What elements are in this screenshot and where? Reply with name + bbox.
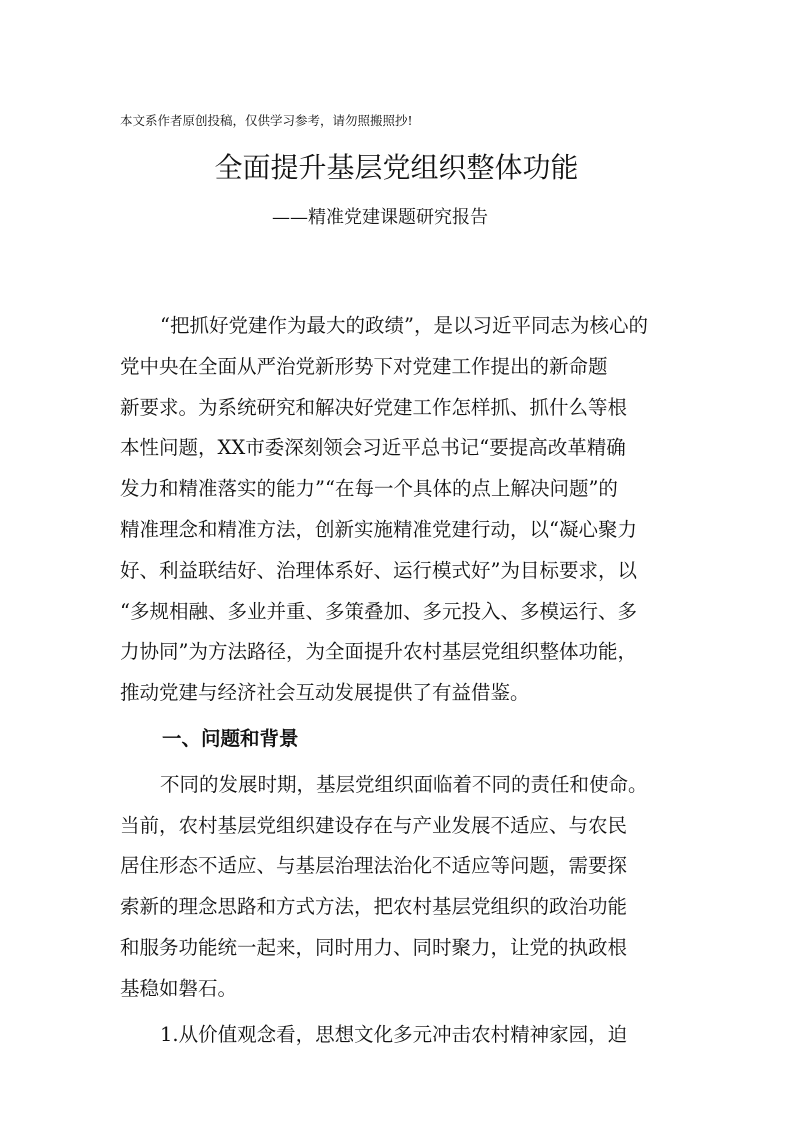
paragraph-intro: [120, 306, 680, 714]
paragraph-line: 居住形态不适应、与基层治理法治化不适应等问题，需要探: [120, 854, 628, 878]
section-heading: 一、问题和背景: [162, 726, 299, 750]
paragraph-line: 好、利益联结好、治理体系好、运行模式好”为目标要求，以: [120, 558, 637, 582]
document-body: [120, 306, 680, 1055]
paragraph-line: 推动党建与经济社会互动发展提供了有益借鉴。: [120, 681, 530, 705]
paragraph-line: 新要求。为系统研究和解决好党建工作怎样抓、抓什么等根: [120, 395, 628, 419]
paragraph-line: 索新的理念思路和方式方法，把农村基层党组织的政治功能: [120, 895, 628, 919]
paragraph-line: 党中央在全面从严治党新形势下对党建工作提出的新命题: [120, 354, 608, 378]
paragraph-line: 不同的发展时期，基层党组织面临着不同的责任和使命。: [160, 772, 648, 796]
paragraph-line: 和服务功能统一起来，同时用力、同时聚力，让党的执政根: [120, 935, 628, 959]
paragraph-line: “多规相融、多业并重、多策叠加、多元投入、多模运行、多: [120, 599, 637, 623]
paragraph-line: 当前，农村基层党组织建设存在与产业发展不适应、与农民: [120, 813, 628, 837]
paragraph-line: 1.从价值观念看，思想文化多元冲击农村精神家园，迫: [160, 1022, 628, 1046]
paragraph-background: [120, 765, 680, 1010]
paragraph-line: 力协同”为方法路径，为全面提升农村基层党组织整体功能，: [120, 640, 637, 664]
paragraph-line: 基稳如磐石。: [120, 976, 238, 1000]
paragraph-line: “把抓好党建作为最大的政绩”，是以习近平同志为核心的: [160, 314, 648, 337]
document-title: 全面提升基层党组织整体功能: [214, 151, 579, 184]
document-subtitle: ——精准党建课题研究报告: [272, 207, 488, 228]
copyright-notice: 本文系作者原创投稿，仅供学习参考，请勿照搬照抄!: [120, 113, 413, 128]
paragraph-line: 精准理念和精准方法，创新实施精准党建行动，以“凝心聚力: [120, 517, 637, 541]
paragraph-line: 发力和精准落实的能力”“在每一个具体的点上解决问题”的: [120, 477, 618, 501]
paragraph-values: [120, 1015, 680, 1056]
paragraph-line: 本性问题，XX市委深刻领会习近平总书记“要提高改革精确: [120, 436, 626, 460]
